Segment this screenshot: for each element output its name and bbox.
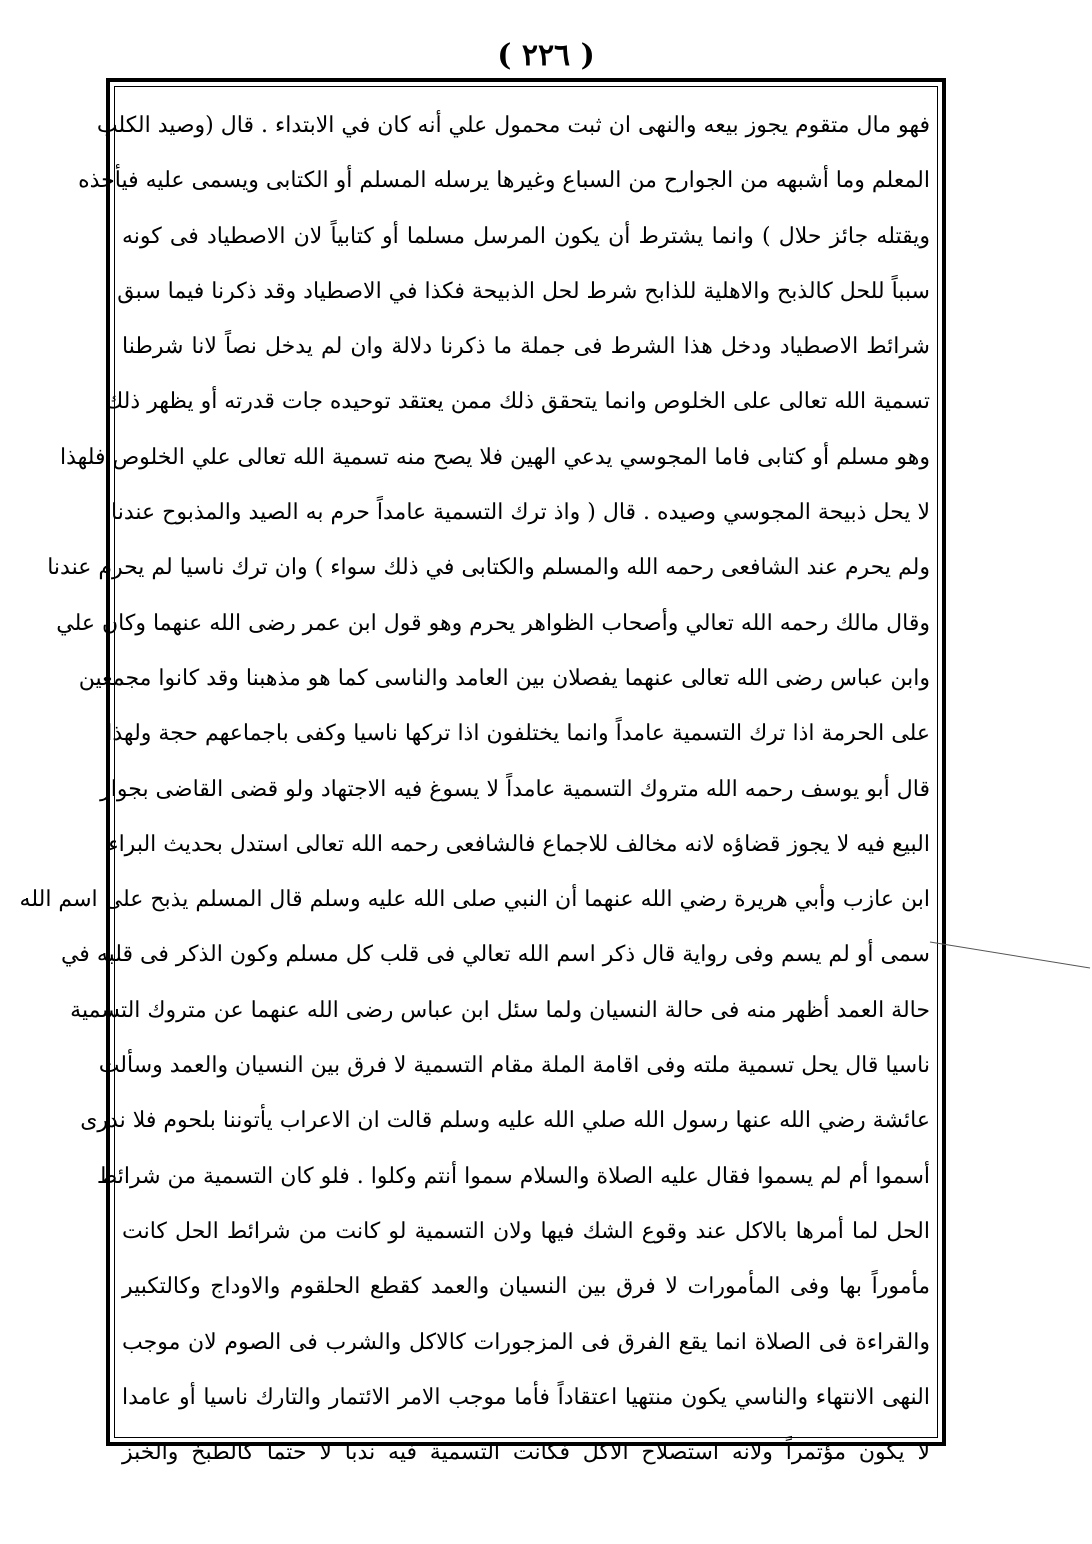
- text-line: فهو مال متقوم يجوز بيعه والنهى ان ثبت محمول علي أنه كان في الابتداء . قال (وصيد الكلب: [96, 113, 930, 138]
- text-line: الحل لما أمرها بالاكل عند وقوع الشك فيها ولان التسمية لو كانت من شرائط الحل كانت: [122, 1218, 930, 1244]
- text-line: النهى الانتهاء والناسي يكون منتهيا اعتقاداً فأما موجب الامر الائتمار والتارك ناسيا أو عامدا: [122, 1384, 930, 1410]
- text-line: شرائط الاصطياد ودخل هذا الشرط فى جملة ما ذكرنا دلالة وان لم يدخل نصاً لانا شرطنا: [122, 334, 930, 360]
- text-line: ولم يحرم عند الشافعى رحمه الله والمسلم والكتابى في ذلك سواء ) وان ترك ناسيا لم يحرم عندنا: [47, 555, 930, 581]
- text-line: قال أبو يوسف رحمه الله متروك التسمية عامداً لا يسوغ فيه الاجتهاد ولو قضى القاضى بجواز: [100, 776, 930, 802]
- text-line: ناسيا قال يحل تسمية ملته وفى اقامة الملة مقام التسمية لا فرق بين النسيان والعمد وسألت: [98, 1053, 930, 1079]
- text-line: أسموا أم لم يسموا فقال عليه الصلاة والسلام سموا أنتم وكلوا . فلو كان التسمية من شرائط: [96, 1163, 930, 1189]
- text-line: وهو مسلم أو كتابى فاما المجوسي يدعي الهين فلا يصح منه تسمية الله تعالى علي الخلوص فلهذا: [59, 444, 930, 470]
- text-line: حالة العمد أظهر منه فى حالة النسيان ولما سئل ابن عباس رضى الله عنهما عن متروك التسمية: [70, 997, 930, 1023]
- text-line: ابن عازب وأبي هريرة رضي الله عنهما أن النبي صلى الله عليه وسلم قال المسلم يذبح على اسم الله: [19, 887, 930, 913]
- text-line: على الحرمة اذا ترك التسمية عامداً وانما يختلفون اذا تركها ناسيا وكفى باجماعهم حجة ولهذا: [106, 721, 930, 747]
- text-line: ويقتله جائز حلال ) وانما يشترط أن يكون المرسل مسلما أو كتابياً لان الاصطياد فى كونه: [122, 223, 930, 249]
- text-line: لا يكون مؤتمراً ولانه استصلاح الاكل فكانت التسمية فيه ندبا لا حتما كالطبخ والخبز: [122, 1440, 930, 1466]
- text-line: وابن عباس رضى الله تعالى عنهما يفصلان بين العامد والناسى كما هو مذهبنا وقد كانوا مجمعين: [78, 665, 930, 691]
- text-line: عائشة رضي الله عنها رسول الله صلي الله عليه وسلم قالت ان الاعراب يأتوننا بلحوم فلا ندرى: [80, 1108, 930, 1134]
- margin-stray-line: [930, 940, 1090, 970]
- page-number: ( ٢٢٦ ): [497, 38, 595, 73]
- text-line: وقال مالك رحمه الله تعالي وأصحاب الظواهر يحرم وهو قول ابن عمر رضى الله عنهما وكان علي: [56, 610, 930, 636]
- text-line: تسمية الله تعالى على الخلوص وانما يتحقق ذلك ممن يعتقد توحيده جات قدرته أو يظهر ذلك: [105, 389, 930, 415]
- text-body: [19, 98, 930, 1466]
- text-line: سمى أو لم يسم وفى رواية قال ذكر اسم الله تعالي فى قلب كل مسلم وكون الذكر فى قلبه في: [60, 942, 930, 968]
- text-line: سبباً للحل كالذبح والاهلية للذابح شرط لحل الذبيحة فكذا في الاصطياد وقد ذكرنا فيما سبق: [117, 278, 930, 304]
- text-line: لا يحل ذبيحة المجوسي وصيده . قال ( واذ ترك التسمية عامداً حرم به الصيد والمذبوح عندنا: [111, 500, 930, 526]
- text-line: البيع فيه لا يجوز قضاؤه لانه مخالف للاجماع فالشافعى رحمه الله تعالى استدل بحديث البراء: [108, 831, 930, 857]
- text-line: المعلم وما أشبهه من الجوارح من السباع وغيرها يرسله المسلم أو الكتابى ويسمى عليه فيأخذه: [78, 168, 930, 194]
- text-line: مأموراً بها وفى المأمورات لا فرق بين النسيان والعمد كقطع الحلقوم والاوداج وكالتكبير: [122, 1274, 930, 1300]
- text-line: والقراءة فى الصلاة انما يقع الفرق فى المزجورات كالاكل والشرب فى الصوم لان موجب: [122, 1329, 930, 1355]
